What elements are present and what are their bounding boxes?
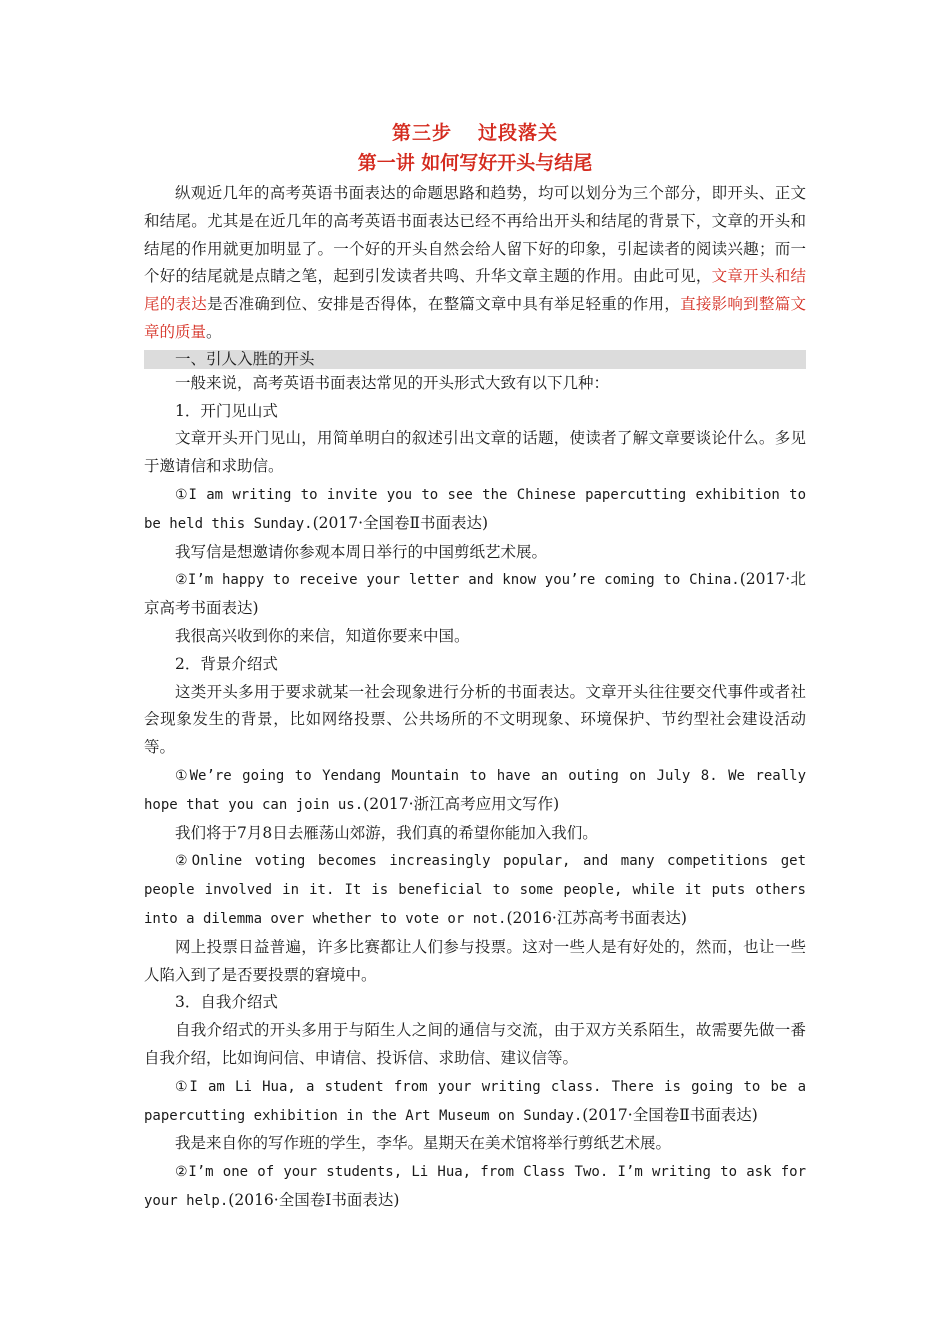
type1-example-2-translation: 我很高兴收到你的来信，知道你要来中国。 [175, 626, 470, 645]
example-source: (2017·浙江高考应用文写作) [363, 794, 560, 813]
type2-example-2-translation: 网上投票日益普遍，许多比赛都让人们参与投票。这对一些人是有好处的，然而，也让一些人陷入到了是否要投票的窘境中。 [144, 937, 806, 984]
example-source: (2017·全国卷Ⅱ书面表达) [312, 513, 489, 532]
intro-highlight-1: 文章开头和结尾的表达 [144, 267, 806, 314]
example-english: ①I am Li Hua, a student from your writing class. There is going to be a papercutting exhibition in the Art Museum on Sunday. [144, 1078, 806, 1124]
document-content [144, 118, 806, 1216]
type3-example-1 [144, 1073, 806, 1131]
type2-example-1 [144, 762, 806, 820]
intro-text-3: 。 [206, 322, 222, 341]
type2-description: 这类开头多用于要求就某一社会现象进行分析的书面表达。文章开头往往要交代事件或者社会现象发生的背景，比如网络投票、公共场所的不文明现象、环境保护、节约型社会建设活动等。 [144, 682, 806, 757]
example-english: ②Online voting becomes increasingly popular, and many competitions get people involved in it. It is beneficial to some people, while it puts others into a dilemma over whether to vote or not. [144, 853, 806, 927]
type1-example-2 [144, 566, 806, 623]
title-part-1: 第三步 [391, 122, 452, 144]
type3-example-1-translation: 我是来自你的写作班的学生，李华。星期天在美术馆将举行剪纸艺术展。 [175, 1134, 672, 1153]
example-english: ②I’m one of your students, Li Hua, from Class Two. I’m writing to ask for your help. [144, 1164, 806, 1209]
title-part-2: 过段落关 [478, 122, 559, 144]
page-subtitle: 第一讲 如何写好开头与结尾 [357, 152, 593, 174]
type1-example-1-translation: 我写信是想邀请你参观本周日举行的中国剪纸艺术展。 [175, 542, 548, 561]
example-source: (2016·江苏高考书面表达) [506, 908, 687, 927]
type3-description: 自我介绍式的开头多用于与陌生人之间的通信与交流，由于双方关系陌生，故需要先做一番自我介绍，比如询问信、申请信、投诉信、求助信、建议信等。 [144, 1021, 806, 1067]
example-source: (2016·全国卷Ⅰ书面表达) [228, 1190, 400, 1209]
intro-text-2: 是否准确到位、安排是否得体，在整篇文章中具有举足轻重的作用， [207, 295, 681, 314]
type2-example-2 [144, 847, 806, 933]
type1-example-1 [144, 481, 806, 539]
example-source: (2017·全国卷Ⅱ书面表达) [582, 1105, 758, 1124]
type1-heading: 1．开门见山式 [175, 401, 278, 420]
intro-highlight-2: 直接影响到整篇文章的质量 [144, 295, 806, 341]
example-source: (2017·北京高考书面表达) [144, 570, 806, 618]
type1-description: 文章开头开门见山，用简单明白的叙述引出文章的话题，使读者了解文章要谈论什么。多见于邀请信和求助信。 [144, 429, 806, 476]
section-lead: 一般来说，高考英语书面表达常见的开头形式大致有以下几种： [175, 373, 610, 392]
section-heading: 一、引人入胜的开头 [144, 350, 806, 369]
intro-paragraph [144, 180, 806, 347]
type2-example-1-translation: 我们将于7月8日去雁荡山郊游，我们真的希望你能加入我们。 [175, 823, 598, 842]
type3-heading: 3．自我介绍式 [175, 993, 278, 1012]
example-english: ①I am writing to invite you to see the Chinese papercutting exhibition to be held this Sunday. [144, 486, 806, 532]
example-english: ②I’m happy to receive your letter and know you’re coming to China. [175, 572, 740, 589]
type2-heading: 2．背景介绍式 [175, 654, 278, 673]
intro-text-1: 纵观近几年的高考英语书面表达的命题思路和趋势，均可以划分为三个部分，即开头、正文和结尾。尤其是在近几年的高考英语书面表达已经不再给出开头和结尾的背景下，文章的开头和结尾的作用就更加明显了。一个好的开头自然会给人留下好的印象，引起读者的阅读兴趣；而一个好的结尾就是点睛之笔，起到引发读者共鸣、升华文章主题的作用。由此可见， [144, 184, 806, 286]
example-english: ①We’re going to Yendang Mountain to have an outing on July 8. We really hope that you can join us. [144, 767, 806, 813]
type3-example-2 [144, 1158, 806, 1216]
page-title [144, 118, 806, 148]
